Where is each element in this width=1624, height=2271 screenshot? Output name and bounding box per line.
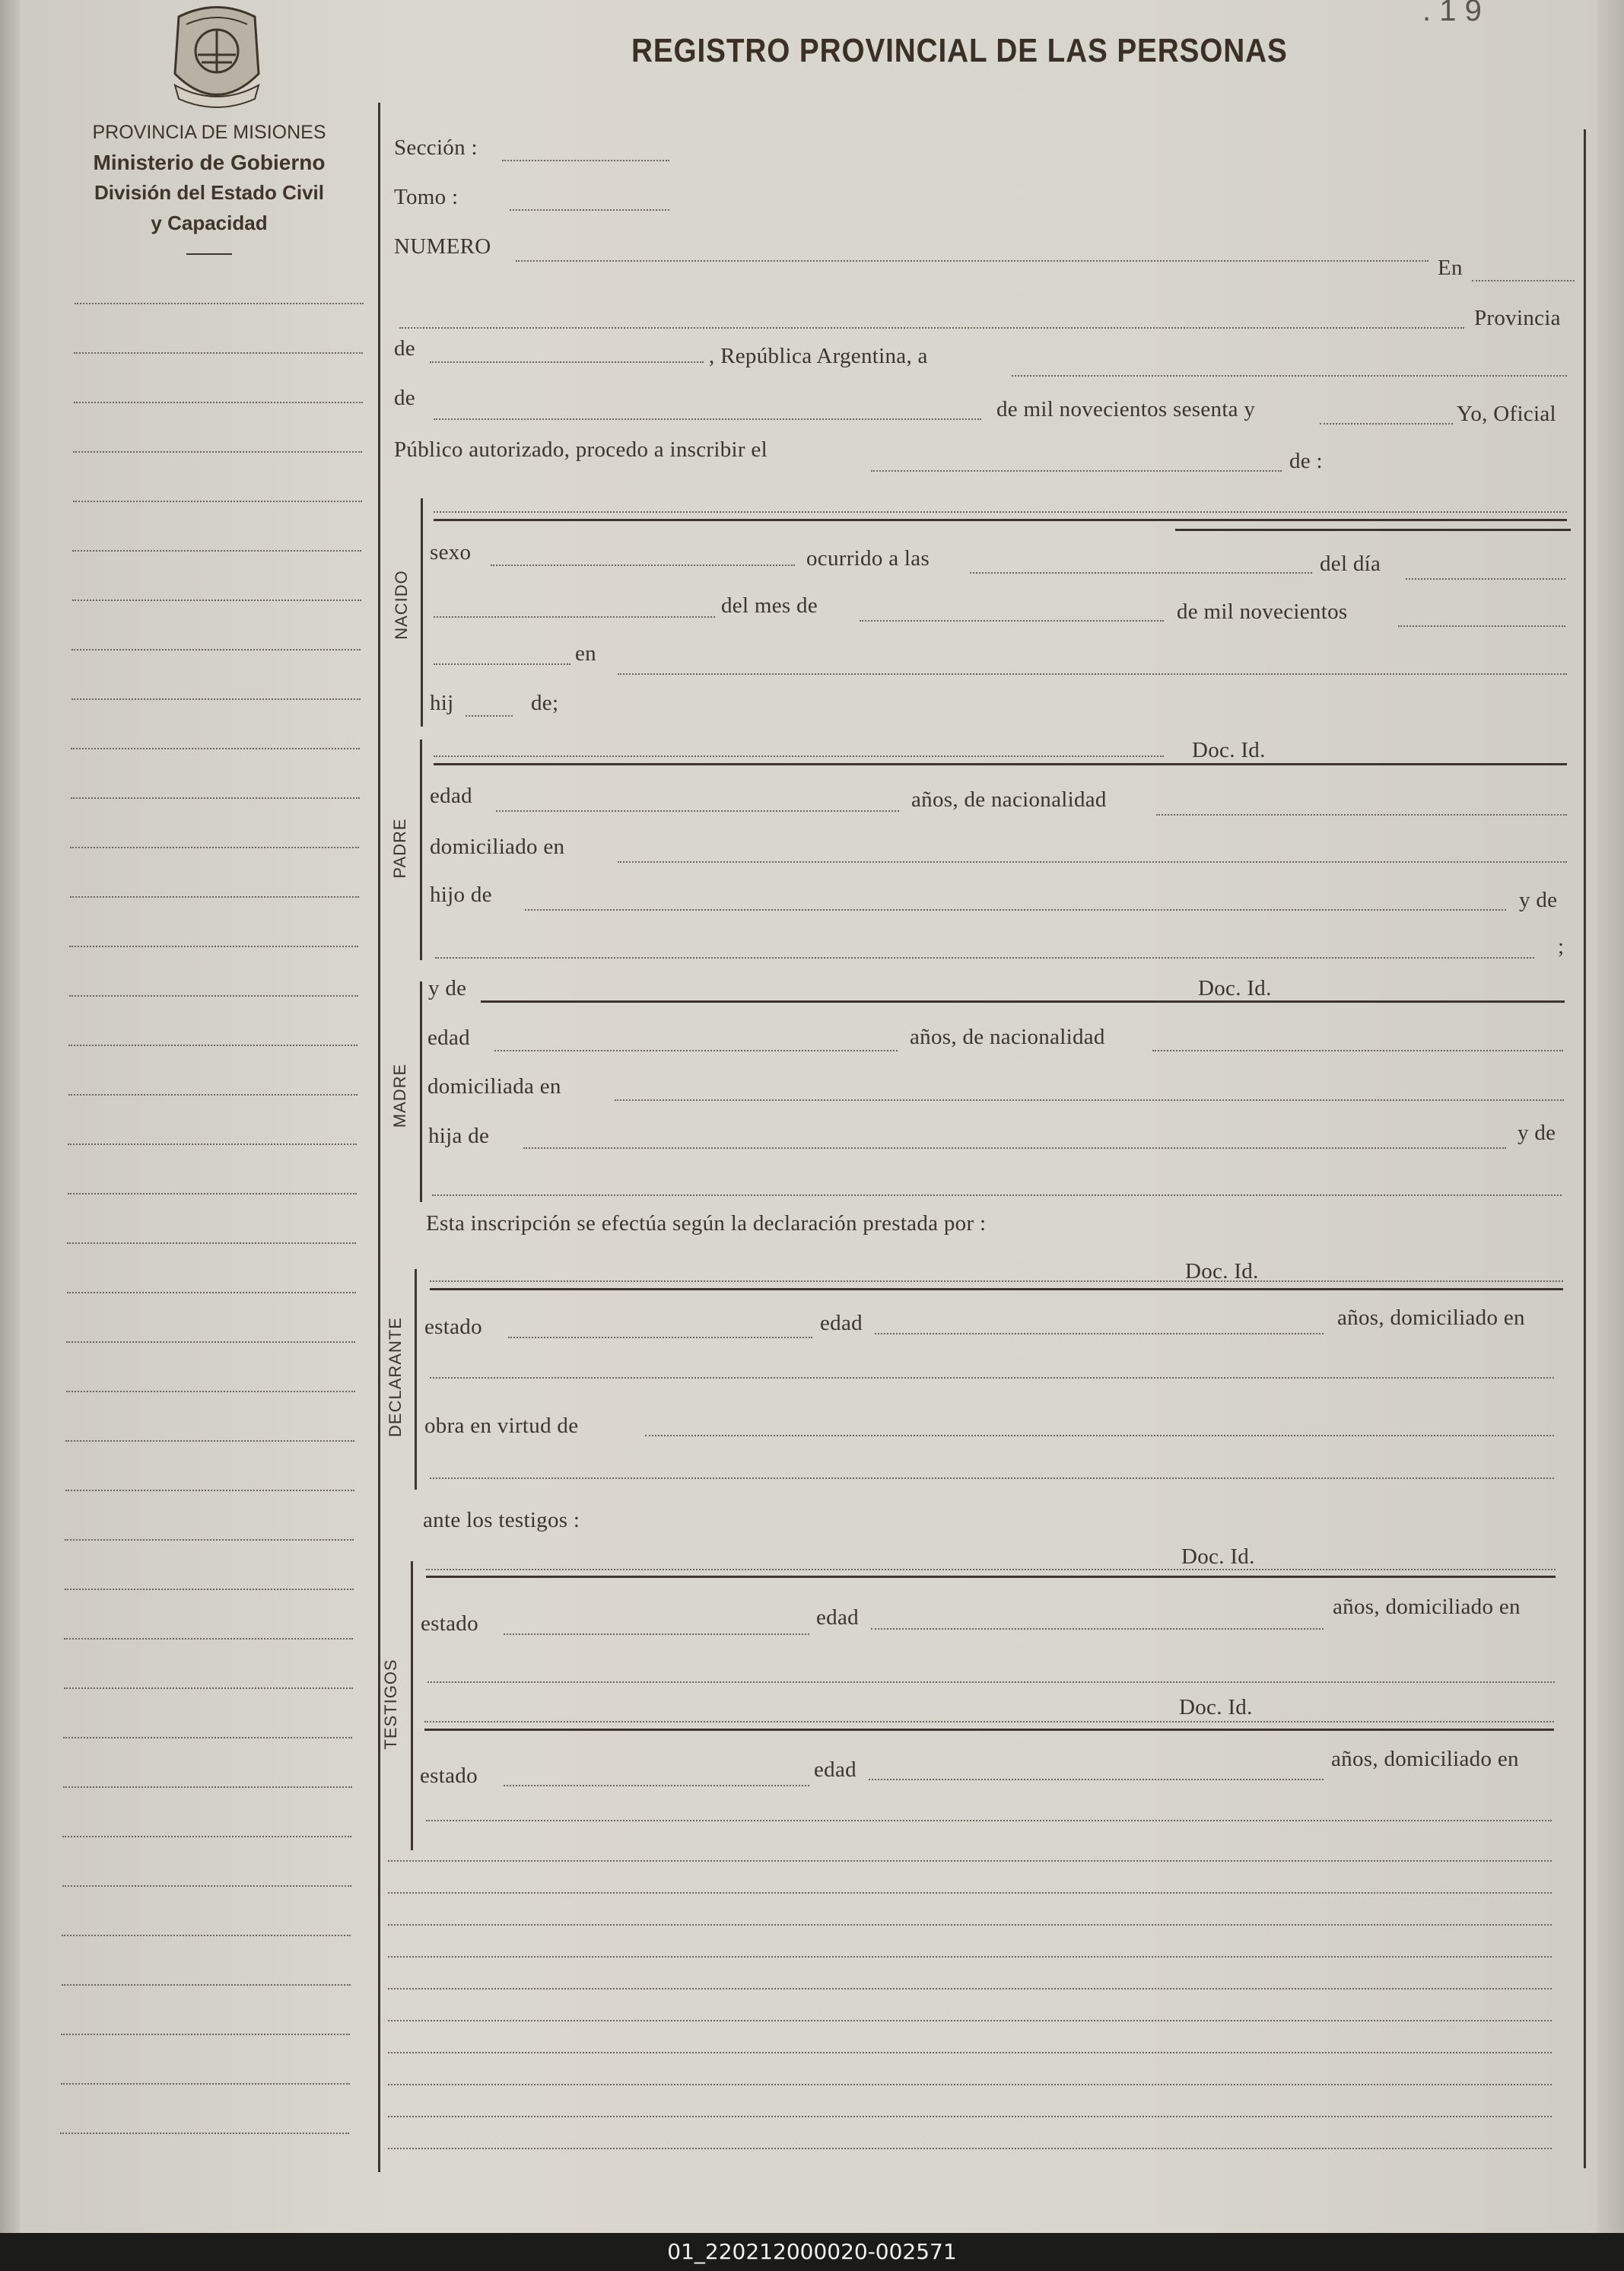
tomo-field[interactable] <box>510 209 669 211</box>
label-madre-y-de: y de <box>428 976 467 1000</box>
margin-line[interactable] <box>73 501 362 502</box>
notes-line[interactable] <box>388 2052 1552 2053</box>
notes-line[interactable] <box>388 2148 1552 2149</box>
padre-semicolon: ; <box>1558 934 1565 959</box>
header-province: PROVINCIA DE MISIONES <box>92 122 326 143</box>
label-hija-de: hija de <box>428 1124 490 1148</box>
margin-line[interactable] <box>68 1094 358 1096</box>
lugar-nacimiento-field[interactable] <box>618 673 1567 675</box>
left-column-rule <box>378 103 380 2172</box>
testigo2-estado-field[interactable] <box>504 1785 809 1786</box>
margin-line[interactable] <box>62 1885 351 1887</box>
notes-line[interactable] <box>388 2020 1552 2021</box>
padre-y-de-field[interactable] <box>435 957 1534 959</box>
testigo1-name-dots <box>426 1569 1556 1570</box>
padre-domicilio-field[interactable] <box>618 861 1567 863</box>
madre-y-de-field[interactable] <box>432 1194 1562 1196</box>
label-domiciliada: domiciliada en <box>427 1074 561 1099</box>
madre-hija-de-field[interactable] <box>523 1147 1506 1149</box>
label-testigo1-estado: estado <box>421 1611 478 1636</box>
label-publico: Público autorizado, procedo a inscribir el <box>394 437 768 462</box>
margin-line[interactable] <box>71 748 360 749</box>
label-sexo: sexo <box>430 540 472 565</box>
notes-line[interactable] <box>388 2084 1552 2085</box>
page-number: . 1 9 <box>1422 0 1482 27</box>
label-hijo-de: hijo de <box>430 883 492 907</box>
margin-line[interactable] <box>66 1391 355 1392</box>
label-del-mes: del mes de <box>721 593 818 618</box>
testigo1-edad-field[interactable] <box>871 1628 1324 1630</box>
label-de-semicolon: de; <box>531 691 559 715</box>
hij-suffix-field[interactable] <box>466 715 513 717</box>
testigo2-name-dots <box>424 1721 1554 1722</box>
dia-field[interactable] <box>1406 578 1565 580</box>
numero-field[interactable] <box>516 260 1429 262</box>
lugar-pre-field[interactable] <box>434 663 570 665</box>
label-testigo1-anos: años, domiciliado en <box>1333 1595 1521 1619</box>
testigo2-name-field[interactable] <box>424 1729 1554 1731</box>
en-field[interactable] <box>1472 280 1575 281</box>
obra-field-2[interactable] <box>430 1477 1554 1479</box>
label-declarante-edad: edad <box>820 1311 863 1335</box>
margin-line[interactable] <box>67 1292 356 1293</box>
label-ante-testigos: ante los testigos : <box>423 1508 580 1532</box>
margin-line[interactable] <box>60 2133 349 2134</box>
margin-line[interactable] <box>65 1440 354 1442</box>
margin-line[interactable] <box>67 1242 356 1244</box>
margin-line[interactable] <box>68 1045 358 1046</box>
margin-line[interactable] <box>64 1638 353 1640</box>
label-en-nacido: en <box>575 641 596 666</box>
declarante-estado-field[interactable] <box>508 1337 812 1338</box>
label-seccion: Sección : <box>394 135 478 160</box>
padre-rule <box>420 740 422 960</box>
label-padre-y-de: y de <box>1519 888 1558 912</box>
label-testigo1-doc: Doc. Id. <box>1181 1544 1255 1569</box>
margin-line[interactable] <box>68 1143 357 1145</box>
margin-line[interactable] <box>64 1687 353 1689</box>
header-rule <box>186 253 232 255</box>
obra-field[interactable] <box>645 1435 1554 1436</box>
label-domiciliado: domiciliado en <box>430 835 565 859</box>
header-capacidad: y Capacidad <box>151 212 268 234</box>
declarante-edad-field[interactable] <box>875 1333 1324 1334</box>
margin-line[interactable] <box>74 402 363 403</box>
notes-line[interactable] <box>388 1860 1552 1862</box>
declarante-name-dots <box>430 1280 1563 1282</box>
label-testigo2-doc: Doc. Id. <box>1179 1695 1253 1719</box>
notes-line[interactable] <box>388 1988 1552 1990</box>
right-border-rule <box>1584 129 1586 2168</box>
padre-name-field[interactable] <box>434 763 1567 765</box>
de-field-2[interactable] <box>434 418 981 420</box>
label-de-2: de <box>394 386 415 410</box>
label-inscripcion: Esta inscripción se efectúa según la declaración prestada por : <box>426 1211 987 1236</box>
anio-field[interactable] <box>1320 423 1453 425</box>
testigo2-domicilio-field[interactable] <box>426 1820 1552 1821</box>
label-testigo1-edad: edad <box>816 1605 859 1630</box>
label-mil-novecientos: de mil novecientos <box>1177 600 1348 624</box>
margin-line[interactable] <box>65 1539 354 1541</box>
margin-line[interactable] <box>66 1341 355 1343</box>
declarante-name-field[interactable] <box>430 1288 1563 1290</box>
notes-line[interactable] <box>388 1892 1552 1894</box>
label-madre-y-de-2: y de <box>1518 1121 1556 1145</box>
declarante-domicilio-field[interactable] <box>430 1377 1554 1379</box>
madre-edad-field[interactable] <box>494 1050 898 1051</box>
de-field-1[interactable] <box>430 361 704 363</box>
margin-line[interactable] <box>68 1193 357 1194</box>
margin-line[interactable] <box>63 1786 352 1788</box>
scan-identifier: 01_220212000020-002571 <box>667 2239 957 2264</box>
label-de-1: de <box>394 336 415 361</box>
madre-nacionalidad-field[interactable] <box>1152 1050 1563 1051</box>
mes-field[interactable] <box>860 620 1164 622</box>
margin-line[interactable] <box>65 1490 354 1491</box>
nacido-name-dots <box>434 511 1567 513</box>
page-right-edge <box>1597 0 1624 2233</box>
label-ocurrido: ocurrido a las <box>806 546 930 571</box>
margin-line[interactable] <box>74 352 363 354</box>
padre-nacionalidad-field[interactable] <box>1156 814 1567 816</box>
notes-line[interactable] <box>388 1956 1552 1958</box>
notes-line[interactable] <box>388 1924 1552 1926</box>
madre-domicilio-field[interactable] <box>615 1099 1564 1101</box>
provincial-seal-icon <box>164 2 270 112</box>
section-label-madre: MADRE <box>390 1063 409 1128</box>
margin-line[interactable] <box>71 797 360 799</box>
label-numero: NUMERO <box>394 234 491 259</box>
label-padre-doc: Doc. Id. <box>1192 738 1266 762</box>
label-de-colon: de : <box>1289 449 1323 473</box>
margin-line[interactable] <box>61 2083 350 2085</box>
margin-line[interactable] <box>75 303 364 304</box>
label-declarante-estado: estado <box>424 1315 482 1339</box>
label-testigo2-estado: estado <box>420 1764 478 1788</box>
madre-name-field[interactable] <box>481 1000 1565 1003</box>
label-republica: , República Argentina, a <box>709 344 928 368</box>
margin-line[interactable] <box>63 1737 352 1738</box>
testigo1-name-field[interactable] <box>426 1576 1556 1578</box>
margin-line[interactable] <box>62 1836 351 1837</box>
section-label-nacido: NACIDO <box>392 570 411 640</box>
header-division: División del Estado Civil <box>94 181 324 204</box>
nacido-name-field[interactable] <box>434 519 1567 521</box>
margin-line[interactable] <box>70 896 359 898</box>
label-madre-edad: edad <box>427 1026 470 1050</box>
seccion-field[interactable] <box>502 160 669 161</box>
sexo-field[interactable] <box>491 565 795 566</box>
label-en: En <box>1438 256 1463 280</box>
label-madre-anos: años, de nacionalidad <box>910 1025 1105 1049</box>
label-madre-doc: Doc. Id. <box>1198 976 1272 1000</box>
margin-line[interactable] <box>72 550 361 552</box>
fecha-field[interactable] <box>1012 375 1567 377</box>
padre-name-dots <box>434 755 1164 757</box>
page-title: REGISTRO PROVINCIAL DE LAS PERSONAS <box>631 32 1288 69</box>
margin-line[interactable] <box>65 1589 354 1590</box>
nacido-name-rule <box>1175 529 1571 531</box>
margin-line[interactable] <box>72 649 361 650</box>
section-label-padre: PADRE <box>390 818 409 879</box>
lugar-field[interactable] <box>399 327 1464 329</box>
testigos-rule <box>411 1561 413 1850</box>
label-yo-oficial: Yo, Oficial <box>1457 402 1556 426</box>
label-padre-edad: edad <box>430 784 472 808</box>
section-label-testigos: TESTIGOS <box>381 1659 400 1750</box>
hora-field[interactable] <box>970 572 1312 574</box>
padre-hijo-de-field[interactable] <box>525 909 1506 911</box>
binding-edge <box>0 0 20 2233</box>
testigo1-domicilio-field[interactable] <box>427 1681 1555 1683</box>
testigo2-edad-field[interactable] <box>869 1779 1324 1780</box>
nacido-rule <box>421 498 423 727</box>
label-padre-anos: años, de nacionalidad <box>911 787 1107 812</box>
label-mil-novecientos-sesenta: de mil novecientos sesenta y <box>996 397 1256 421</box>
label-testigo2-anos: años, domiciliado en <box>1331 1747 1519 1771</box>
label-declarante-doc: Doc. Id. <box>1185 1259 1259 1283</box>
label-tomo: Tomo : <box>394 185 459 209</box>
label-provincia: Provincia <box>1474 306 1561 330</box>
inscribir-field[interactable] <box>871 470 1282 472</box>
padre-edad-field[interactable] <box>496 810 899 812</box>
anio-nacimiento-field[interactable] <box>1398 625 1565 627</box>
section-label-declarante: DECLARANTE <box>386 1317 405 1437</box>
label-declarante-anos: años, domiciliado en <box>1337 1306 1525 1330</box>
declarante-rule <box>415 1269 417 1490</box>
margin-line[interactable] <box>70 847 359 848</box>
margin-line[interactable] <box>72 698 361 700</box>
label-hij: hij <box>430 691 454 715</box>
label-del-dia: del día <box>1320 552 1381 576</box>
margin-line[interactable] <box>69 995 358 997</box>
label-testigo2-edad: edad <box>814 1757 856 1782</box>
margin-line[interactable] <box>73 451 362 453</box>
margin-line[interactable] <box>62 1984 351 1986</box>
dia-letras-field[interactable] <box>434 616 715 618</box>
madre-rule <box>420 981 422 1202</box>
label-obra: obra en virtud de <box>424 1414 579 1438</box>
margin-line[interactable] <box>69 946 358 947</box>
margin-line[interactable] <box>62 1935 351 1936</box>
margin-line[interactable] <box>61 2034 350 2035</box>
margin-line[interactable] <box>72 600 361 601</box>
notes-line[interactable] <box>388 2116 1552 2117</box>
testigo1-estado-field[interactable] <box>504 1633 809 1635</box>
header-ministry: Ministerio de Gobierno <box>93 151 326 174</box>
